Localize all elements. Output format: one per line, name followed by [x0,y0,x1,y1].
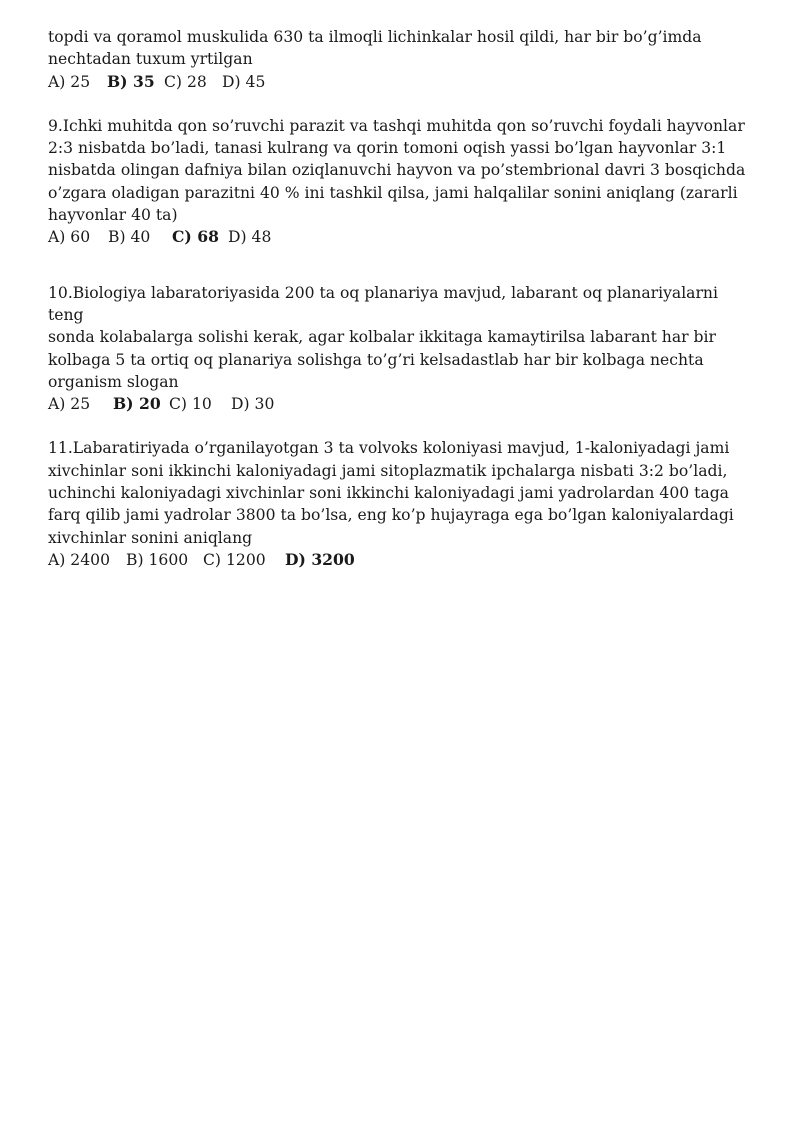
question-line: xivchinlar soni ikkinchi kaloniyadagi jami sitoplazmatik ipchalarga nisbati 3:2 bo’ladi, [48,461,728,480]
question-line: organism slogan [48,372,179,391]
spacer [48,415,758,437]
option-d: D) 45 [222,72,266,91]
option-a: A) 60 [48,228,91,247]
document-page [48,26,758,571]
question-line: xivchinlar sonini aniqlang [48,528,253,547]
option-c: C) 28 [164,72,207,91]
question-line: nechtadan tuxum yrtilgan [48,50,253,69]
answer-options [48,393,758,415]
question-text [48,115,758,226]
question-line: 10.Biologiya labaratoriyasida 200 ta oq planariya mavjud, labarant oq planariyalarni teng [48,283,718,324]
spacer [48,93,758,115]
option-a: A) 25 [48,395,91,414]
question-line: 11.Labaratiriyada o’rganilayotgan 3 ta volvoks koloniyasi mavjud, 1-kaloniyadagi jami [48,439,730,458]
question-11 [48,437,758,571]
question-line: nisbatda olingan dafniya bilan oziqlanuvchi hayvon va po’stembrional davri 3 bosqichda [48,161,746,180]
option-c-correct: C) 68 [172,227,219,247]
option-b: B) 40 [108,228,151,247]
answer-options [48,71,758,93]
spacer [48,249,758,282]
answer-options [48,549,758,571]
question-line: o’zgara oladigan parazitni 40 % ini tashkil qilsa, jami halqalilar sonini aniqlang (zararli [48,183,738,202]
question-line: kolbaga 5 ta ortiq oq planariya solishga to’g’ri kelsadastlab har bir kolbaga nechta [48,350,704,369]
option-b-correct: B) 35 [107,71,155,91]
question-text [48,26,758,71]
option-a: A) 25 [48,72,91,91]
question-line: sonda kolabalarga solishi kerak, agar kolbalar ikkitaga kamaytirilsa labarant har bir [48,328,716,347]
question-line: hayvonlar 40 ta) [48,206,178,225]
question-line: uchinchi kaloniyadagi xivchinlar soni ikkinchi kaloniyadagi jami yadrolardan 400 taga [48,484,729,503]
answer-options [48,226,758,248]
question-8-continued [48,26,758,93]
question-line: 9.Ichki muhitda qon so’ruvchi parazit va tashqi muhitda qon so’ruvchi foydali hayvonlar [48,116,745,135]
question-text [48,282,758,393]
option-d: D) 30 [231,395,275,414]
option-c: C) 1200 [203,550,266,569]
question-text [48,437,758,548]
option-d-correct: D) 3200 [285,549,355,569]
question-line: topdi va qoramol muskulida 630 ta ilmoqli lichinkalar hosil qildi, har bir bo’g’imda [48,28,702,46]
question-10 [48,282,758,416]
question-line: 2:3 nisbatda bo’ladi, tanasi kulrang va qorin tomoni oqish yassi bo’lgan hayvonlar 3:1 [48,139,727,158]
question-line: farq qilib jami yadrolar 3800 ta bo’lsa, eng ko’p hujayraga ega bo’lgan kaloniyalardagi [48,506,734,525]
option-d: D) 48 [228,228,272,247]
option-a: A) 2400 [48,550,110,569]
option-b: B) 1600 [126,550,189,569]
option-b-correct: B) 20 [113,394,161,414]
question-9 [48,115,758,249]
option-c: C) 10 [169,395,212,414]
